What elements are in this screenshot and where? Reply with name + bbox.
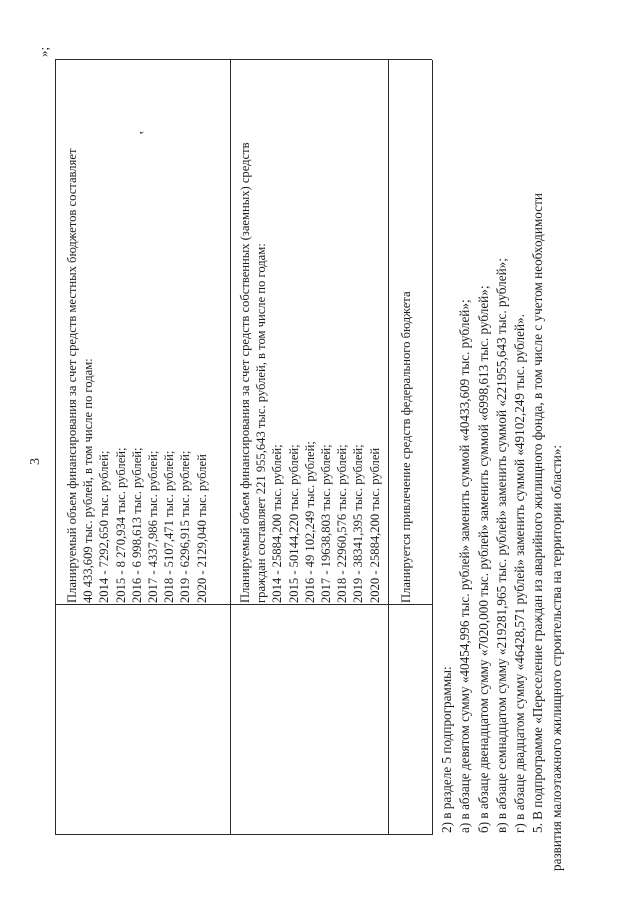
table-left-border bbox=[55, 834, 432, 835]
citizens-funds-year-2018: 2018 - 22960,576 тыс. рублей; bbox=[335, 444, 350, 603]
local-budget-year-2019: 2019 - 6296,915 тыс. рублей; bbox=[178, 450, 193, 603]
local-budget-year-2014: 2014 - 7292,650 тыс. рублей; bbox=[97, 450, 112, 603]
citizens-funds-year-2020: 2020 - 25884,200 тыс. рублей bbox=[367, 447, 382, 603]
citizens-funds-year-2017: 2017 - 19638,803 тыс. рублей; bbox=[318, 444, 333, 603]
local-budget-cell bbox=[64, 149, 210, 603]
federal-budget-text: Планируется привлечение средств федерального бюджета bbox=[399, 291, 413, 603]
table-top-border bbox=[55, 60, 56, 835]
stray-mark: ‛ bbox=[138, 130, 153, 135]
local-budget-intro-line: Планируемый объем финансирования за счет средств местных бюджетов составляет bbox=[65, 148, 79, 603]
federal-budget-cell bbox=[398, 291, 414, 603]
citizens-funds-year-2019: 2019 - 38341,395 тыс. рублей; bbox=[351, 444, 366, 603]
table-bottom-border bbox=[432, 60, 433, 835]
page-number: 3 bbox=[28, 458, 43, 465]
citizens-funds-year-2015: 2015 - 50144,220 тыс. рублей; bbox=[286, 444, 301, 603]
amendment-item-b: б) в абзаце двенадцатом сумму «7020,000 тыс. рублей» заменить суммой «6998,613 тыс. рублей»; bbox=[475, 285, 491, 833]
section5-title: 2) в разделе 5 подпрограммы: bbox=[439, 666, 454, 833]
table-right-border bbox=[55, 59, 432, 60]
citizens-funds-year-2014: 2014 - 25884,200 тыс. рублей; bbox=[270, 444, 285, 603]
local-budget-year-2015: 2015 - 8 270,934 тыс. рублей; bbox=[113, 447, 128, 603]
amendment-item-d: г) в абзаце двадцатом сумму «46428,571 рублей» заменить суммой «49102,249 тыс. рублей». bbox=[512, 314, 528, 833]
local-budget-year-2020: 2020 - 2129,040 тыс. рублей bbox=[194, 454, 209, 603]
local-budget-year-2018: 2018 - 5107,471 тыс. рублей; bbox=[162, 450, 177, 603]
citizens-funds-cell bbox=[237, 142, 383, 603]
amendment-item-a: а) в абзаце девятом сумму «40454,996 тыс. рублей» заменить суммой «40433,609 тыс. рублей»; bbox=[457, 299, 473, 833]
amendment-item-c: в) в абзаце семнадцатом сумму «219281,965 тыс. рублей» заменить суммой «221955,643 тыс. рублей»; bbox=[493, 258, 509, 833]
item5-line2: развития малоэтажного жилищного строительства на территории области»: bbox=[548, 444, 564, 871]
row-divider-2 bbox=[388, 60, 389, 835]
local-budget-intro-line: 40 433,609 тыс. рублей, в том числе по годам: bbox=[81, 358, 96, 603]
citizens-funds-intro-line: граждан составляет 221 955,643 тыс. рублей, в том числе по годам: bbox=[254, 243, 269, 603]
item5-line1: 5. В подпрограмме «Переселение граждан из аварийного жилищного фонда, в том числе с учетом необходимости bbox=[530, 193, 546, 833]
citizens-funds-year-2016: 2016 - 49 102,249 тыс. рублей; bbox=[302, 441, 317, 603]
closing-quote: »; bbox=[36, 46, 51, 57]
row-divider-1 bbox=[230, 60, 231, 835]
amendment-text bbox=[438, 193, 566, 871]
local-budget-year-2016: 2016 - 6 998,613 тыс. рублей; bbox=[129, 447, 144, 603]
table-column-divider bbox=[55, 604, 432, 605]
local-budget-year-2017: 2017 - 4337,986 тыс. рублей; bbox=[145, 450, 160, 603]
citizens-funds-intro-line: Планируемый объем финансирования за счет средств собственных (заемных) средств bbox=[238, 142, 252, 603]
